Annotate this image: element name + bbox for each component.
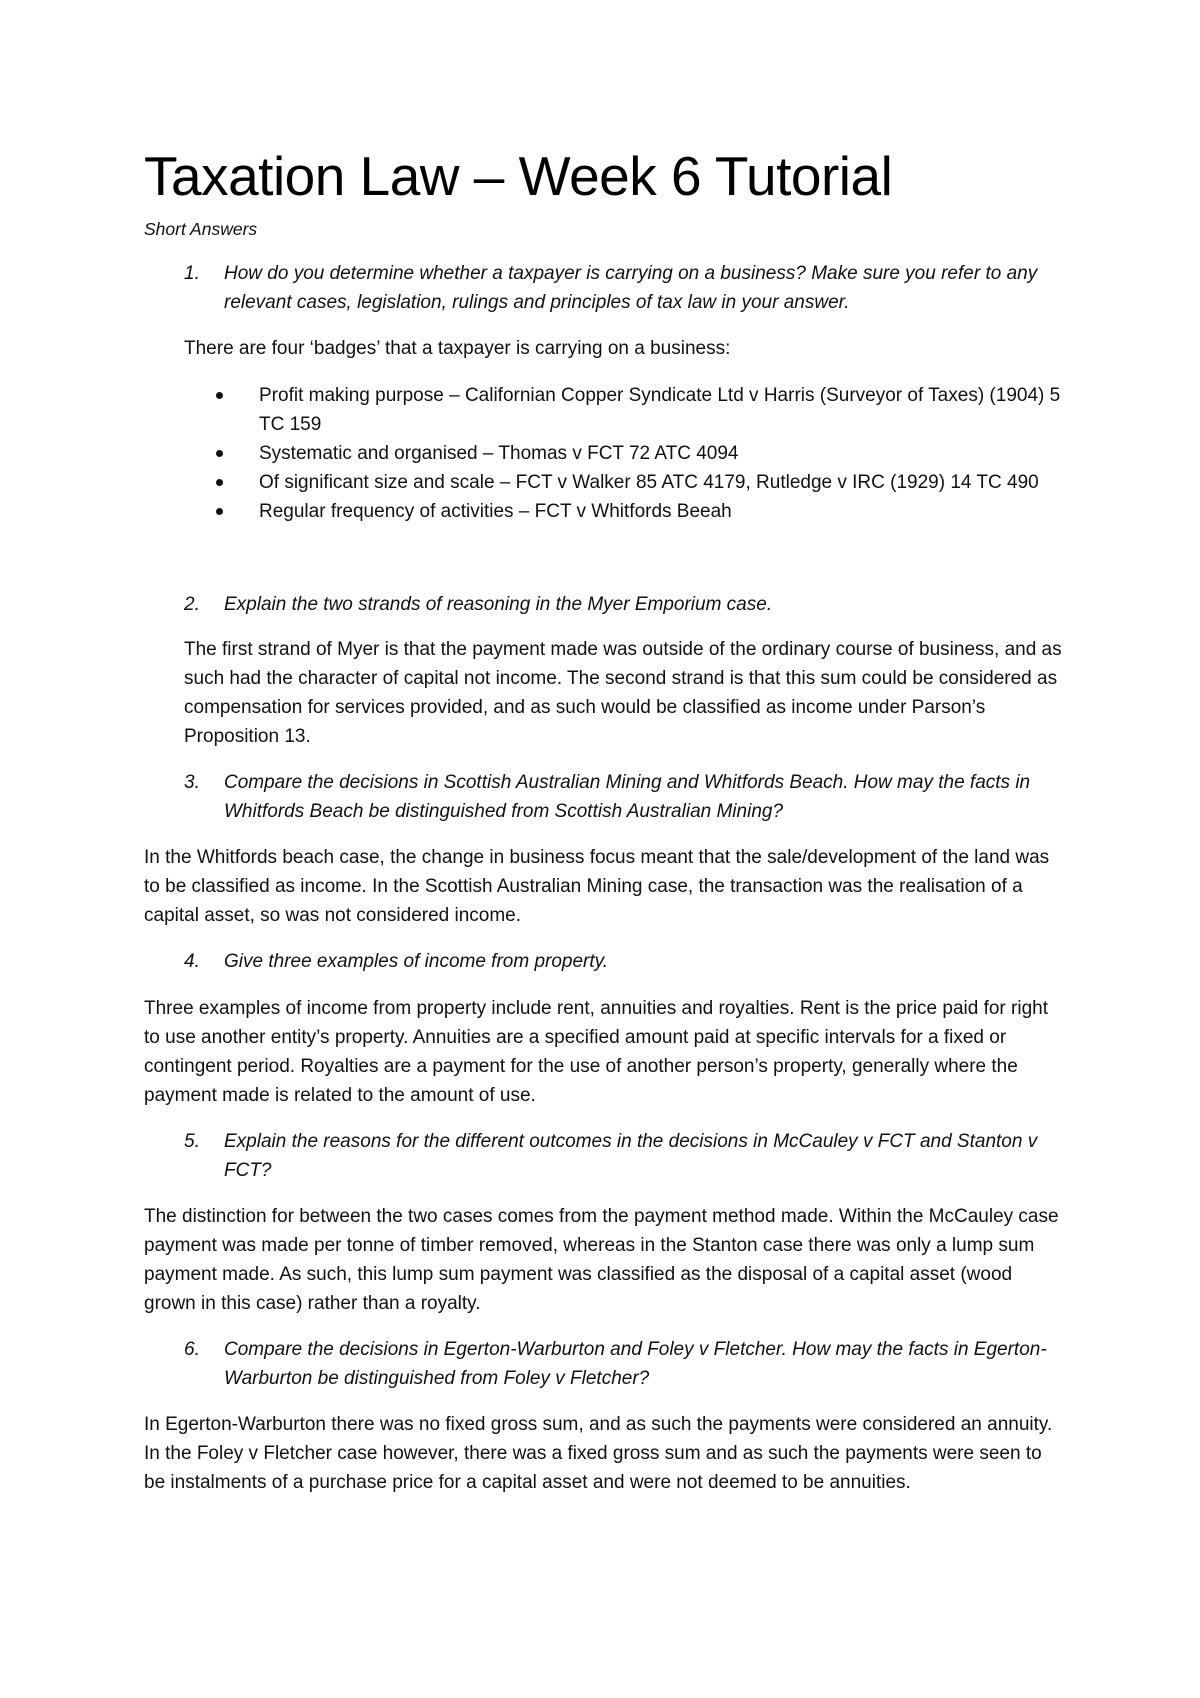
question-text: Explain the two strands of reasoning in the Myer Emporium case.	[224, 594, 773, 615]
question-6	[184, 1335, 1064, 1393]
question-number: 6.	[184, 1339, 200, 1360]
section-subtitle: Short Answers	[144, 219, 258, 239]
question-1	[184, 259, 1064, 317]
badges-list	[214, 381, 1074, 526]
answer-intro: There are four ‘badges’ that a taxpayer is carrying on a business:	[184, 338, 731, 359]
question-2	[184, 590, 1064, 619]
question-text: Explain the reasons for the different outcomes in the decisions in McCauley v FCT and Stanton v FCT?	[224, 1131, 1038, 1181]
list-item: Of significant size and scale – FCT v Walker 85 ATC 4179, Rutledge v IRC (1929) 14 TC 490	[214, 468, 1074, 497]
question-text: Compare the decisions in Scottish Australian Mining and Whitfords Beach. How may the facts in Whitfords Beach be distinguished from Scottish Australian Mining?	[224, 772, 1031, 822]
question-3	[184, 768, 1064, 826]
question-text: How do you determine whether a taxpayer is carrying on a business? Make sure you refer to any relevant cases, legislation, rulings and principles of tax law in your answer.	[224, 263, 1038, 313]
answer-4: Three examples of income from property include rent, annuities and royalties. Rent is the price paid for right to use another entity’s property. Annuities are a specified amount paid at specific intervals for a fixed or contingent period. Royalties are a payment for the use of another person’s property, generally where the payment made is related to the amount of use.	[144, 998, 1049, 1106]
answer-6: In Egerton-Warburton there was no fixed gross sum, and as such the payments were considered an annuity. In the Foley v Fletcher case however, there was a fixed gross sum and as such the payments were seen to be instalments of a purchase price for a capital asset and were not deemed to be annuities.	[144, 1414, 1053, 1493]
question-number: 3.	[184, 772, 200, 793]
answer-2: The first strand of Myer is that the payment made was outside of the ordinary course of business, and as such had the character of capital not income. The second strand is that this sum could be considered as compensation for services provided, and as such would be classified as income under Parson’s Proposition 13.	[184, 639, 1062, 747]
question-number: 5.	[184, 1131, 200, 1152]
question-4	[184, 947, 1064, 976]
list-item: Regular frequency of activities – FCT v Whitfords Beeah	[214, 497, 1074, 526]
question-text: Compare the decisions in Egerton-Warburton and Foley v Fletcher. How may the facts in Egerton-Warburton be distinguished from Foley v Fletcher?	[224, 1339, 1047, 1389]
question-5	[184, 1127, 1064, 1185]
question-number: 2.	[184, 594, 200, 615]
page-title: Taxation Law – Week 6 Tutorial	[144, 145, 893, 207]
answer-5: The distinction for between the two cases comes from the payment method made. Within the McCauley case payment was made per tonne of timber removed, whereas in the Stanton case there was only a lump sum payment made. As such, this lump sum payment was classified as the disposal of a capital asset (wood grown in this case) rather than a royalty.	[144, 1206, 1059, 1314]
list-item: Systematic and organised – Thomas v FCT 72 ATC 4094	[214, 439, 1074, 468]
question-number: 4.	[184, 951, 200, 972]
question-text: Give three examples of income from property.	[224, 951, 609, 972]
list-item: Profit making purpose – Californian Copper Syndicate Ltd v Harris (Surveyor of Taxes) (1904) 5 TC 159	[214, 381, 1074, 439]
question-number: 1.	[184, 263, 200, 284]
answer-3: In the Whitfords beach case, the change in business focus meant that the sale/development of the land was to be classified as income. In the Scottish Australian Mining case, the transaction was the realisation of a capital asset, so was not considered income.	[144, 847, 1050, 926]
